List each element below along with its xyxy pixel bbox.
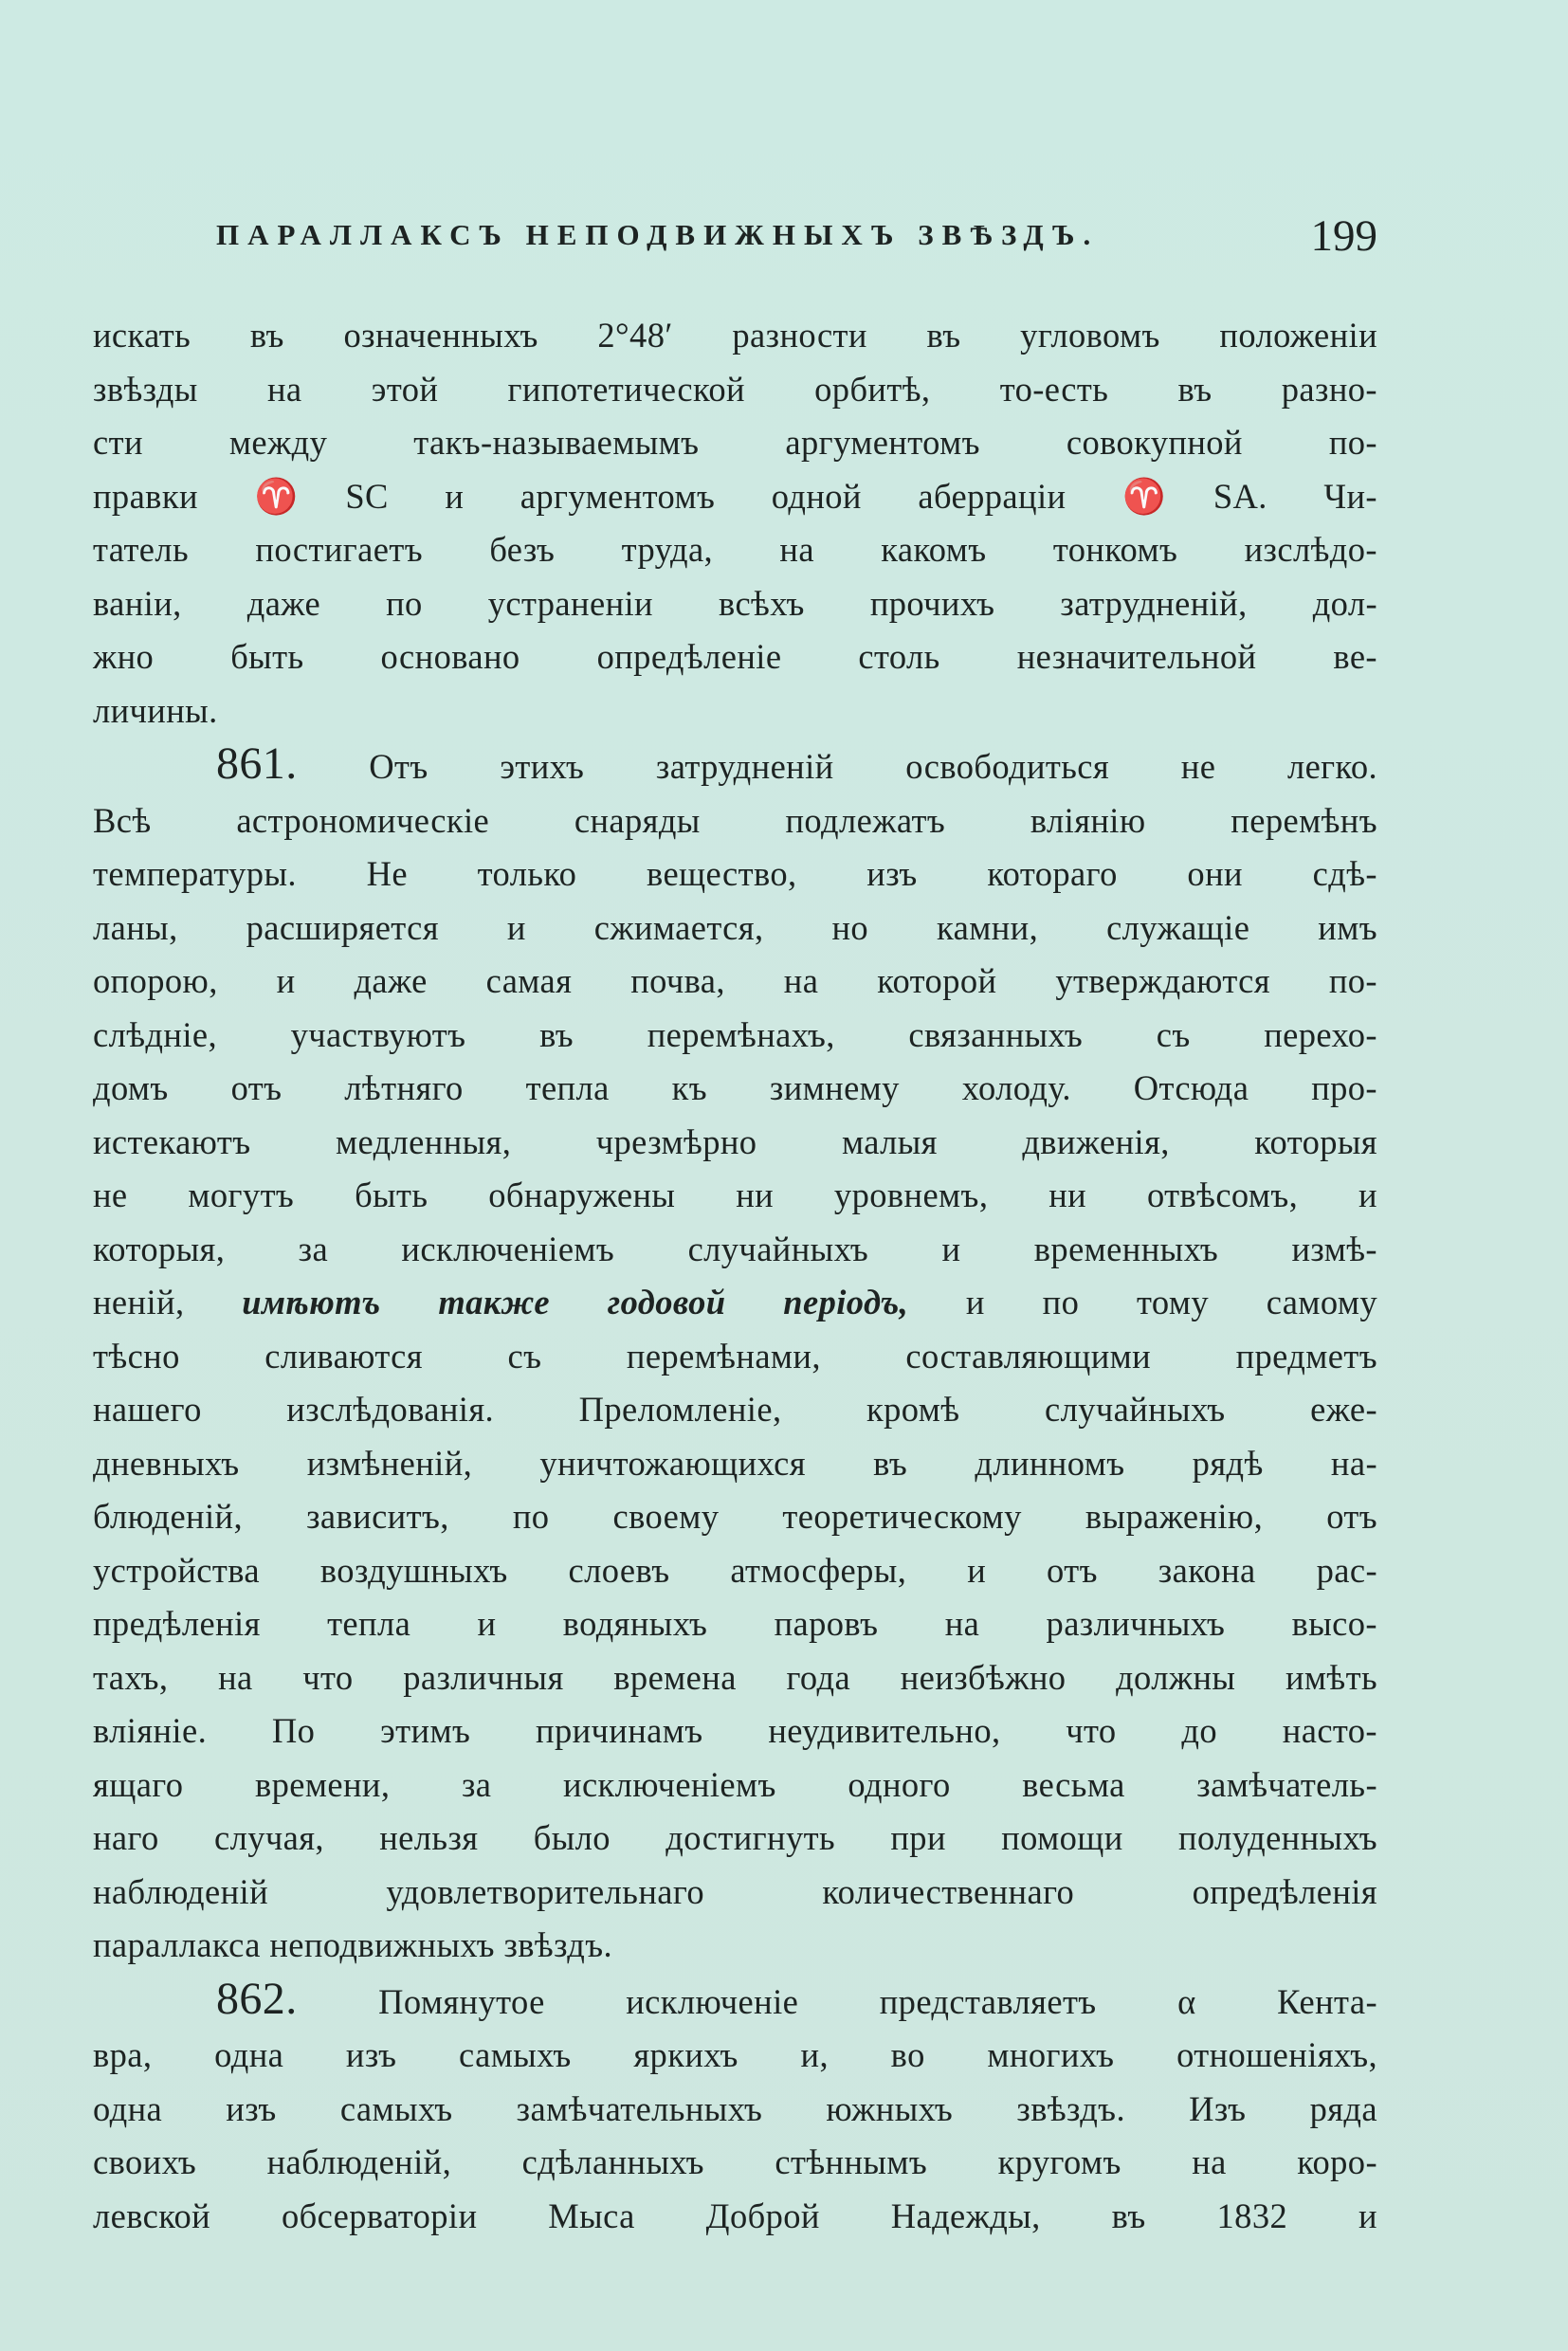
text-line: правки ♈SC и аргументомъ одной аберраціи ♈SA. Чи- xyxy=(93,476,1377,516)
text-line: которыя, за исключеніемъ случайныхъ и временныхъ измѣ- xyxy=(93,1229,1377,1268)
text-line: наго случая, нельзя было достигнуть при помощи полуденныхъ xyxy=(93,1818,1377,1857)
text-line: слѣдніе, участвуютъ въ перемѣнахъ, связанныхъ съ перехо- xyxy=(93,1014,1377,1054)
section-number: 861. xyxy=(216,738,298,789)
text-line xyxy=(93,738,1377,794)
text-line: наблюденій удовлетворительнаго количественнаго опредѣленія xyxy=(93,1871,1377,1911)
text-line: не могутъ быть обнаружены ни уровнемъ, ни отвѣсомъ, и xyxy=(93,1176,1377,1214)
text-line: тахъ, на что различныя времена года неизбѣжно должны имѣть xyxy=(93,1657,1377,1697)
text-line: температуры. Не только вещество, изъ котораго они сдѣ- xyxy=(93,854,1377,893)
text-line: опорою, и даже самая почва, на которой утверждаются по- xyxy=(93,961,1377,1000)
text-line: тѣсно сливаются съ перемѣнами, составляющими предметъ xyxy=(93,1336,1377,1376)
paragraph-861 xyxy=(93,738,1377,1973)
text-line: звѣзды на этой гипотетической орбитѣ, то-есть въ разно- xyxy=(93,369,1377,409)
running-title: ПАРАЛЛАКСЪ НЕПОДВИЖНЫХЪ ЗВѢЗДЪ. xyxy=(216,218,1100,251)
text-line: домъ отъ лѣтняго тепла къ зимнему холоду. Отсюда про- xyxy=(93,1068,1377,1107)
text-line: вліяніе. По этимъ причинамъ неудивительно, что до насто- xyxy=(93,1711,1377,1750)
text-line: параллакса неподвижныхъ звѣздъ. xyxy=(93,1925,613,1964)
paragraph-continuation xyxy=(93,309,1377,738)
text-line: ваніи, даже по устраненіи всѣхъ прочихъ затрудненій, дол- xyxy=(93,583,1377,623)
text-run: и по тому самому xyxy=(908,1283,1377,1321)
text-line: нашего изслѣдованія. Преломленіе, кромѣ случайныхъ еже- xyxy=(93,1390,1377,1429)
text-line: ящаго времени, за исключеніемъ одного весьма замѣчатель- xyxy=(93,1764,1377,1804)
text-line-content: Отъ этихъ затрудненій освободиться не легко. xyxy=(369,747,1377,786)
text-line: Всѣ астрономическіе снаряды подлежатъ вліянію перемѣнъ xyxy=(93,800,1377,840)
text-line: предѣленія тепла и водяныхъ паровъ на различныхъ высо- xyxy=(93,1604,1377,1643)
text-line: личины. xyxy=(93,690,218,730)
text-line: сти между такъ-называемымъ аргументомъ совокупной по- xyxy=(93,423,1377,462)
text-line: жно быть основано опредѣленіе столь незначительной ве- xyxy=(93,637,1377,676)
text-run: неній, xyxy=(93,1283,243,1321)
text-line-italic xyxy=(93,1276,1377,1330)
text-line: блюденій, зависитъ, по своему теоретическому выраженію, отъ xyxy=(93,1497,1377,1536)
text-line-content: Помянутое исключеніе представляетъ α Кента- xyxy=(378,1981,1377,2021)
text-body xyxy=(93,309,1377,2243)
italic-text: имѣютъ также годовой періодъ, xyxy=(242,1283,909,1321)
page-number: 199 xyxy=(1310,211,1377,261)
page-header xyxy=(216,210,1377,267)
text-line: левской обсерваторіи Мыса Доброй Надежды, въ 1832 и xyxy=(93,2196,1377,2235)
text-line xyxy=(93,1973,1377,2030)
paragraph-862 xyxy=(93,1973,1377,2244)
text-line: одна изъ самыхъ замѣчательныхъ южныхъ звѣздъ. Изъ ряда xyxy=(93,2088,1377,2128)
text-line: ланы, расширяется и сжимается, но камни, служащіе имъ xyxy=(93,907,1377,947)
text-line: татель постигаетъ безъ труда, на какомъ тонкомъ изслѣдо- xyxy=(93,530,1377,569)
text-line: искать въ означенныхъ 2°48′ разности въ угловомъ положеніи xyxy=(93,316,1377,355)
text-line: истекаютъ медленныя, чрезмѣрно малыя движенія, которыя xyxy=(93,1121,1377,1161)
text-line: вра, одна изъ самыхъ яркихъ и, во многихъ отношеніяхъ, xyxy=(93,2035,1377,2074)
section-number: 862. xyxy=(216,1973,298,2024)
text-line: дневныхъ измѣненій, уничтожающихся въ длинномъ рядѣ на- xyxy=(93,1443,1377,1483)
text-line: устройства воздушныхъ слоевъ атмосферы, и отъ закона рас- xyxy=(93,1550,1377,1590)
text-line: своихъ наблюденій, сдѣланныхъ стѣннымъ кругомъ на коро- xyxy=(93,2142,1377,2181)
